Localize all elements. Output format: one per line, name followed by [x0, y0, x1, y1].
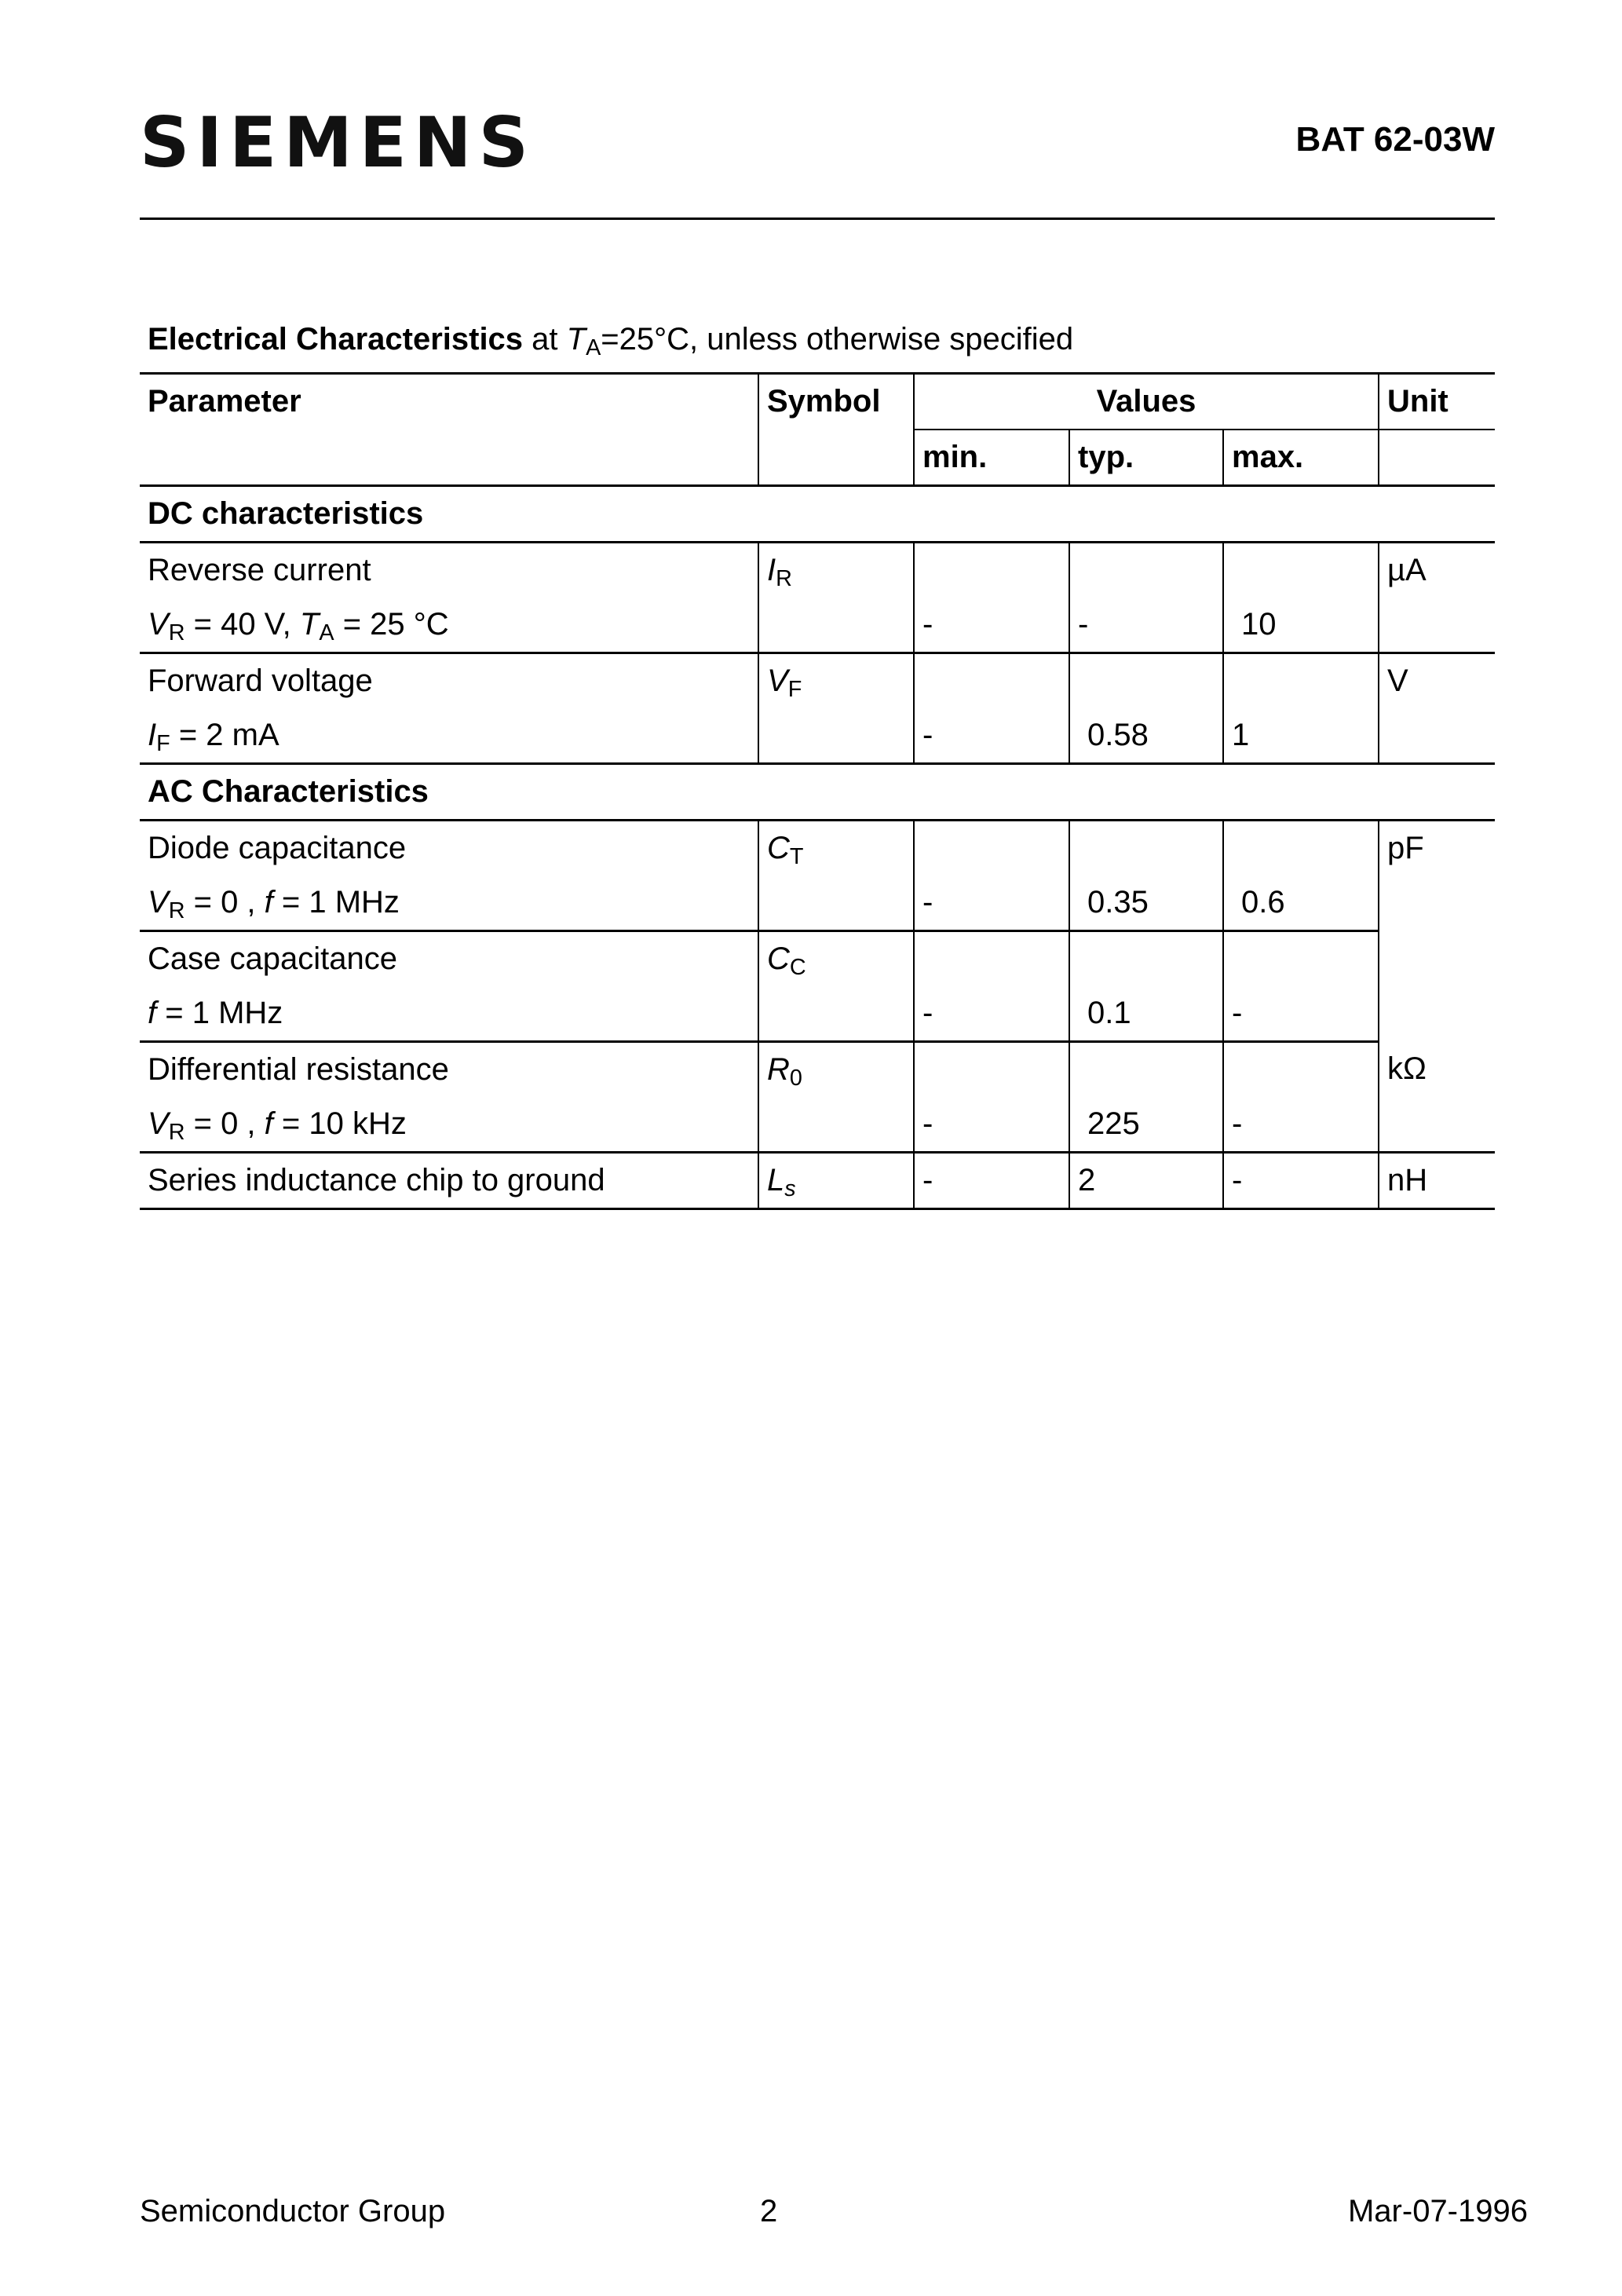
- param-condition: $V_R = 40$ V, $T_A = 25$ °C: [140, 598, 758, 653]
- param-symbol: $R_0$: [758, 1042, 914, 1098]
- value-max: -: [1223, 1097, 1379, 1153]
- param-name: Series inductance chip to ground: [140, 1153, 758, 1209]
- value-max: -: [1223, 1153, 1379, 1209]
- table-row: [140, 708, 1495, 764]
- header-typ: typ.: [1069, 430, 1223, 486]
- param-name: Reverse current: [148, 553, 371, 587]
- param-symbol: $C_T$: [758, 821, 914, 876]
- param-unit: kΩ: [1379, 1042, 1495, 1098]
- siemens-logo: SIEMENS: [140, 102, 535, 183]
- footer-page-number: 2: [760, 2194, 778, 2228]
- footer-date: Mar-07-1996: [1347, 2194, 1528, 2228]
- value-min: -: [914, 708, 1069, 764]
- table-row: [140, 1042, 1495, 1098]
- param-condition: $I_F = 2$ mA: [140, 708, 758, 764]
- table-row: [140, 598, 1495, 653]
- value-min: -: [914, 1097, 1069, 1153]
- header-min: min.: [914, 430, 1069, 486]
- header-symbol: Symbol: [758, 374, 914, 430]
- value-max: 10: [1223, 598, 1379, 653]
- header-rule: [140, 218, 1495, 220]
- value-typ: 225: [1069, 1097, 1223, 1153]
- header-unit: Unit: [1379, 374, 1495, 430]
- table-row: [140, 1097, 1495, 1153]
- section-title: AC Characteristics: [140, 764, 1495, 821]
- value-max: -: [1223, 986, 1379, 1042]
- table-row: [140, 543, 1495, 598]
- param-symbol: $I_R$: [758, 543, 914, 598]
- param-condition: $V_R = 0$ , f = 1 MHz: [140, 876, 758, 931]
- value-max: 1: [1223, 708, 1379, 764]
- param-name: Case capacitance: [148, 941, 397, 976]
- value-max: 0.6: [1223, 876, 1379, 931]
- electrical-characteristics-body: [140, 372, 1495, 1210]
- value-min: -: [914, 876, 1069, 931]
- table-caption: Electrical Characteristics at $T_A=25^\circ C$, unless otherwise specified: [148, 322, 1074, 361]
- param-symbol: $C_C$: [758, 931, 914, 987]
- part-number: BAT 62-03W: [1295, 120, 1495, 159]
- param-symbol: $V_F$: [758, 653, 914, 709]
- table-row: [140, 1153, 1495, 1209]
- value-typ: 0.58: [1069, 708, 1223, 764]
- value-min: -: [914, 986, 1069, 1042]
- value-typ: -: [1069, 598, 1223, 653]
- table-row: [140, 653, 1495, 709]
- footer-company: Semiconductor Group: [140, 2194, 446, 2228]
- value-min: -: [914, 598, 1069, 653]
- section-ac: [140, 764, 1495, 821]
- param-symbol: $L_s$: [758, 1153, 914, 1209]
- table-row: [140, 931, 1495, 987]
- header-values: Values: [914, 374, 1379, 430]
- value-typ: 2: [1069, 1153, 1223, 1209]
- section-title: DC characteristics: [140, 486, 1495, 543]
- value-min: -: [914, 1153, 1069, 1209]
- table-row: [140, 876, 1495, 931]
- table-row: [140, 821, 1495, 876]
- param-name: Differential resistance: [148, 1052, 449, 1087]
- table-row: [140, 986, 1495, 1042]
- header-parameter: Parameter: [140, 374, 758, 430]
- param-unit: pF: [1379, 821, 1495, 1042]
- value-typ: 0.1: [1069, 986, 1223, 1042]
- param-name: Forward voltage: [148, 664, 373, 698]
- value-typ: 0.35: [1069, 876, 1223, 931]
- param-unit: V: [1379, 653, 1495, 709]
- header-max: max.: [1223, 430, 1379, 486]
- param-unit: µA: [1379, 543, 1495, 598]
- param-condition: f = 1 MHz: [140, 986, 758, 1042]
- table-subheader-row: [140, 430, 1495, 486]
- param-unit: nH: [1379, 1153, 1495, 1209]
- param-condition: $V_R = 0$ , f = 10 kHz: [140, 1097, 758, 1153]
- section-dc: [140, 486, 1495, 543]
- param-name: Diode capacitance: [148, 831, 407, 865]
- table-header-row: [140, 374, 1495, 430]
